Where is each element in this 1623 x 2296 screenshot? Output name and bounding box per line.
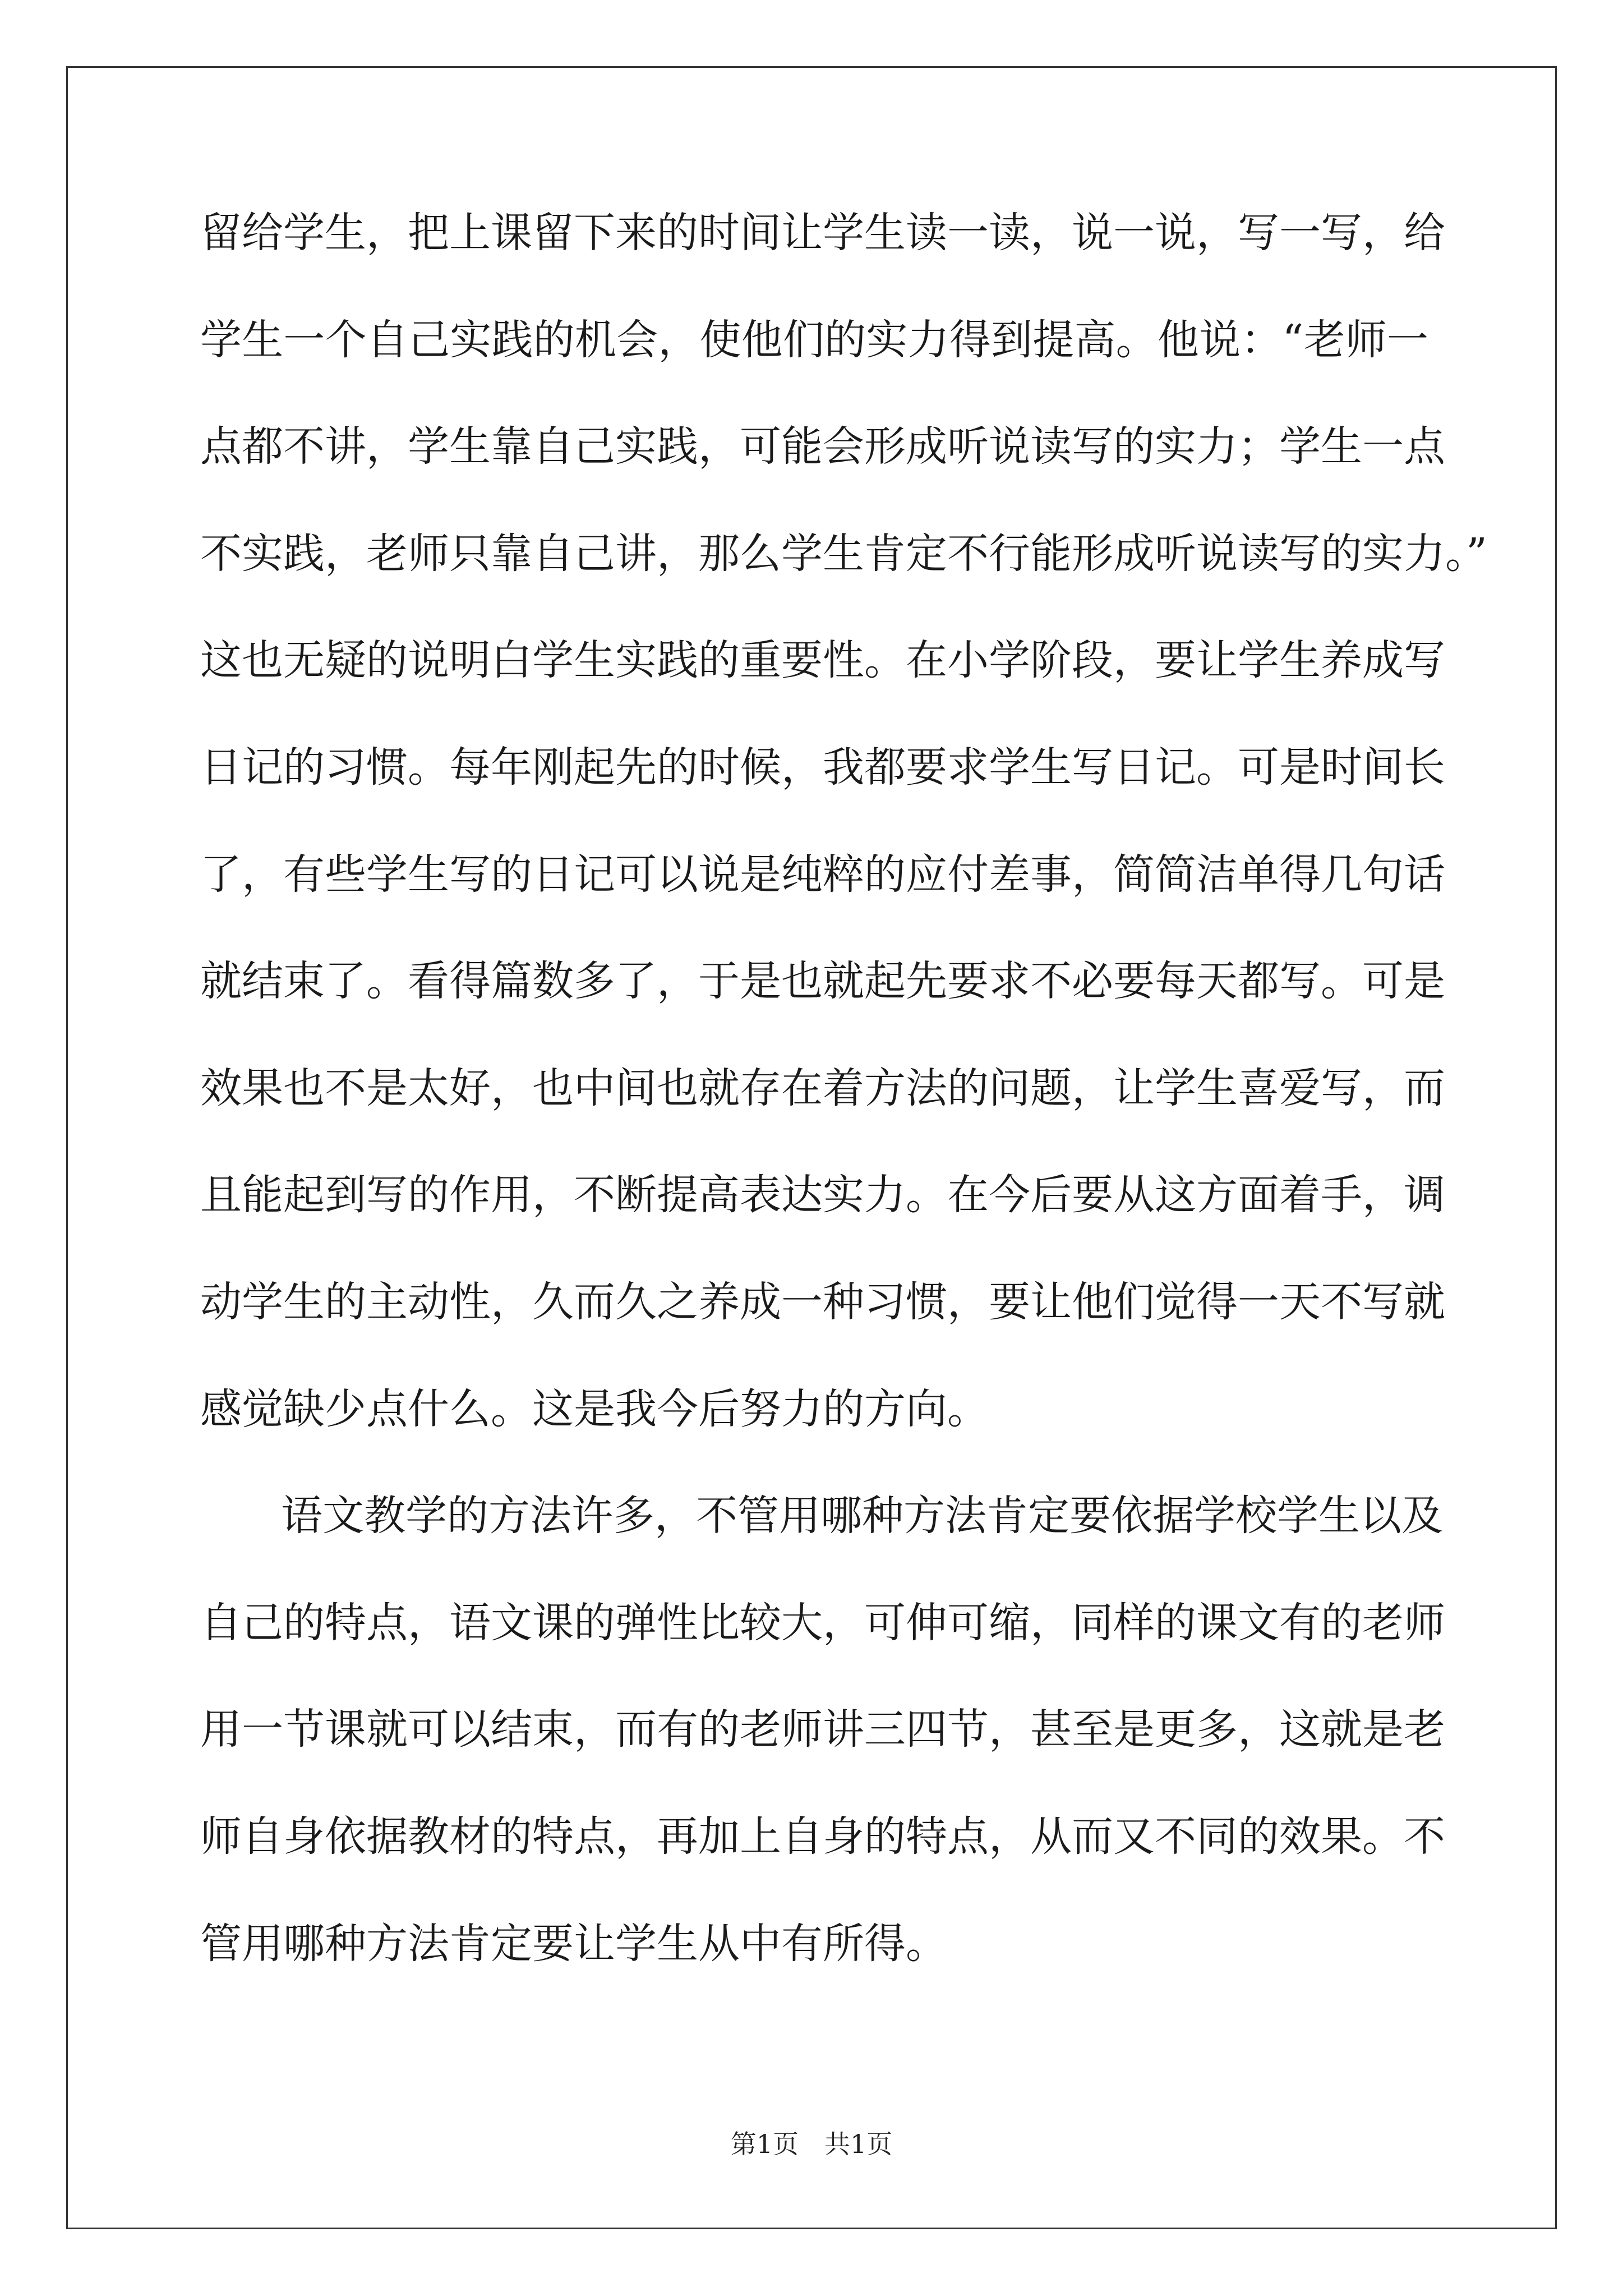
paragraph-first-line: 语文教学的方法许多，不管用哪种方法肯定要依据学校学生以及 [281,1492,1443,1540]
text-line: 不实践，老师只靠自己讲，那么学生肯定不行能形成听说读写的实力。” [200,529,1487,578]
text-line: 且能起到写的作用，不断提高表达实力。在今后要从这方面着手，调 [200,1171,1445,1220]
text-line: 留给学生，把上课留下来的时间让学生读一读，说一说，写一写，给 [200,209,1445,257]
text-line: 用一节课就可以结束，而有的老师讲三四节，甚至是更多，这就是老 [200,1705,1445,1754]
text-line: 效果也不是太好，也中间也就存在着方法的问题，让学生喜爱写，而 [200,1064,1445,1112]
paragraph-last-line: 管用哪种方法肯定要让学生从中有所得。 [200,1919,947,1968]
text-line: 自己的特点，语文课的弹性比较大，可伸可缩，同样的课文有的老师 [200,1598,1445,1647]
text-line: 动学生的主动性，久而久之养成一种习惯，要让他们觉得一天不写就 [200,1277,1445,1326]
text-line: 就结束了。看得篇数多了，于是也就起先要求不必要每天都写。可是 [200,957,1445,1006]
text-line: 点都不讲，学生靠自己实践，可能会形成听说读写的实力；学生一点 [200,422,1445,471]
text-line: 这也无疑的说明白学生实践的重要性。在小学阶段，要让学生养成写 [200,636,1445,685]
document-body [200,205,1487,2022]
page-total: 共1页 [824,2129,893,2159]
page-footer [0,2127,1623,2161]
text-line: 了，有些学生写的日记可以说是纯粹的应付差事，简简洁单得几句话 [200,850,1445,899]
page-number: 第1页 [730,2129,799,2159]
paragraph-last-line: 感觉缺少点什么。这是我今后努力的方向。 [200,1384,989,1433]
text-line: 日记的习惯。每年刚起先的时候，我都要求学生写日记。可是时间长 [200,743,1445,792]
text-line: 学生一个自己实践的机会，使他们的实力得到提高。他说：“老师一 [200,315,1428,364]
text-line: 师自身依据教材的特点，再加上自身的特点，从而又不同的效果。不 [200,1812,1445,1861]
